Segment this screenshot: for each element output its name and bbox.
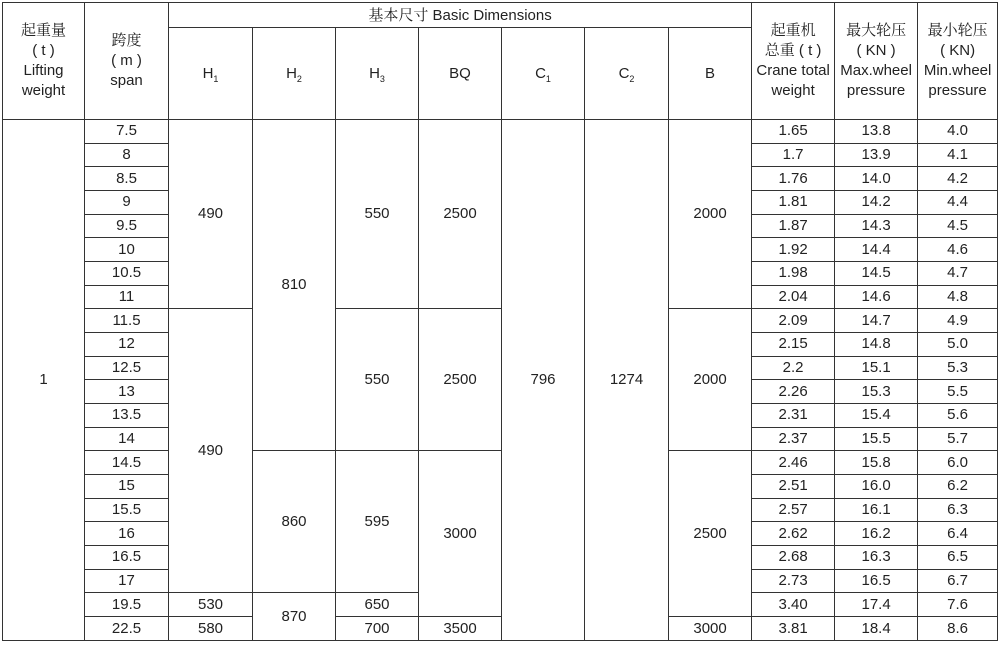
- cell-span: 11: [85, 285, 169, 309]
- cell-h1: 580: [169, 617, 253, 641]
- header-span: 跨度 ( m ) span: [85, 3, 169, 120]
- cell-weight: 2.37: [752, 427, 835, 451]
- cell-max: 15.4: [835, 404, 918, 428]
- header-b: B: [669, 28, 752, 120]
- cell-span: 15.5: [85, 498, 169, 522]
- header-lifting-weight: 起重量 ( t ) Lifting weight: [3, 3, 85, 120]
- cell-span: 13: [85, 380, 169, 404]
- table-row: [3, 120, 998, 144]
- header-h3: $H_3$: [336, 28, 419, 120]
- cell-span: 22.5: [85, 617, 169, 641]
- cell-weight: 1.92: [752, 238, 835, 262]
- header-bq: BQ: [419, 28, 502, 120]
- cell-h3: 700: [336, 617, 419, 641]
- cell-max: 15.5: [835, 427, 918, 451]
- cell-h2: 860: [253, 451, 336, 593]
- table-row: [3, 451, 998, 475]
- cell-max: 15.1: [835, 356, 918, 380]
- cell-weight: 1.87: [752, 214, 835, 238]
- cell-span: 12.5: [85, 356, 169, 380]
- cell-h1: 530: [169, 593, 253, 617]
- cell-weight: 3.81: [752, 617, 835, 641]
- header-c2: $C_2$: [585, 28, 669, 120]
- cell-max: 16.3: [835, 546, 918, 570]
- cell-weight: 2.26: [752, 380, 835, 404]
- cell-weight: 2.15: [752, 333, 835, 357]
- cell-h2: 810: [253, 120, 336, 451]
- cell-max: 13.9: [835, 143, 918, 167]
- cell-lifting-weight: 1: [3, 120, 85, 641]
- cell-bq: 2500: [419, 120, 502, 309]
- cell-min: 5.7: [918, 427, 998, 451]
- cell-min: 8.6: [918, 617, 998, 641]
- cell-c1: 796: [502, 120, 585, 641]
- cell-h2: 870: [253, 593, 336, 641]
- cell-h3: 550: [336, 120, 419, 309]
- table-row: [3, 309, 998, 333]
- cell-max: 13.8: [835, 120, 918, 144]
- cell-b: 3000: [669, 617, 752, 641]
- cell-max: 14.8: [835, 333, 918, 357]
- cell-max: 16.0: [835, 475, 918, 499]
- cell-min: 7.6: [918, 593, 998, 617]
- cell-max: 14.5: [835, 262, 918, 286]
- cell-span: 7.5: [85, 120, 169, 144]
- cell-weight: 3.40: [752, 593, 835, 617]
- cell-weight: 1.81: [752, 191, 835, 215]
- header-h1: $H_1$: [169, 28, 253, 120]
- cell-min: 4.9: [918, 309, 998, 333]
- cell-min: 4.2: [918, 167, 998, 191]
- cell-h3: 650: [336, 593, 419, 617]
- cell-min: 4.4: [918, 191, 998, 215]
- cell-bq: 3000: [419, 451, 502, 617]
- cell-weight: 2.31: [752, 404, 835, 428]
- cell-max: 14.7: [835, 309, 918, 333]
- cell-weight: 2.73: [752, 569, 835, 593]
- cell-min: 4.8: [918, 285, 998, 309]
- cell-weight: 2.2: [752, 356, 835, 380]
- cell-weight: 2.62: [752, 522, 835, 546]
- cell-max: 16.1: [835, 498, 918, 522]
- cell-min: 6.3: [918, 498, 998, 522]
- cell-span: 8.5: [85, 167, 169, 191]
- cell-max: 14.2: [835, 191, 918, 215]
- cell-span: 13.5: [85, 404, 169, 428]
- cell-bq: 3500: [419, 617, 502, 641]
- cell-min: 6.5: [918, 546, 998, 570]
- cell-min: 4.1: [918, 143, 998, 167]
- cell-weight: 2.09: [752, 309, 835, 333]
- cell-b: 2500: [669, 451, 752, 617]
- cell-b: 2000: [669, 309, 752, 451]
- cell-weight: 2.51: [752, 475, 835, 499]
- cell-max: 14.4: [835, 238, 918, 262]
- cell-min: 6.7: [918, 569, 998, 593]
- cell-weight: 1.98: [752, 262, 835, 286]
- header-c1: $C_1$: [502, 28, 585, 120]
- cell-weight: 2.68: [752, 546, 835, 570]
- cell-span: 14: [85, 427, 169, 451]
- cell-span: 12: [85, 333, 169, 357]
- cell-h3: 550: [336, 309, 419, 451]
- cell-weight: 2.46: [752, 451, 835, 475]
- cell-span: 9: [85, 191, 169, 215]
- cell-span: 9.5: [85, 214, 169, 238]
- header-row-1: [3, 3, 998, 28]
- header-crane-weight: 起重机 总重 ( t ) Crane total weight: [752, 3, 835, 120]
- cell-min: 4.5: [918, 214, 998, 238]
- header-min-wheel: 最小轮压 ( KN) Min.wheel pressure: [918, 3, 998, 120]
- cell-h1: 490: [169, 120, 253, 309]
- header-max-wheel: 最大轮压 ( KN ) Max.wheel pressure: [835, 3, 918, 120]
- cell-max: 14.3: [835, 214, 918, 238]
- cell-weight: 1.7: [752, 143, 835, 167]
- cell-span: 10.5: [85, 262, 169, 286]
- cell-span: 15: [85, 475, 169, 499]
- cell-min: 5.5: [918, 380, 998, 404]
- cell-max: 16.2: [835, 522, 918, 546]
- cell-span: 16.5: [85, 546, 169, 570]
- cell-min: 6.4: [918, 522, 998, 546]
- cell-span: 19.5: [85, 593, 169, 617]
- cell-span: 11.5: [85, 309, 169, 333]
- cell-span: 10: [85, 238, 169, 262]
- cell-max: 15.3: [835, 380, 918, 404]
- cell-weight: 1.76: [752, 167, 835, 191]
- cell-max: 14.0: [835, 167, 918, 191]
- cell-span: 8: [85, 143, 169, 167]
- cell-min: 4.0: [918, 120, 998, 144]
- cell-min: 5.0: [918, 333, 998, 357]
- crane-spec-table: [2, 2, 998, 641]
- cell-weight: 2.04: [752, 285, 835, 309]
- cell-max: 17.4: [835, 593, 918, 617]
- cell-min: 5.6: [918, 404, 998, 428]
- table-row: [3, 617, 998, 641]
- cell-h3: 595: [336, 451, 419, 593]
- cell-max: 18.4: [835, 617, 918, 641]
- cell-c2: 1274: [585, 120, 669, 641]
- cell-h1: 490: [169, 309, 253, 593]
- cell-b: 2000: [669, 120, 752, 309]
- cell-min: 5.3: [918, 356, 998, 380]
- cell-span: 17: [85, 569, 169, 593]
- cell-min: 6.2: [918, 475, 998, 499]
- cell-span: 16: [85, 522, 169, 546]
- cell-weight: 1.65: [752, 120, 835, 144]
- cell-bq: 2500: [419, 309, 502, 451]
- cell-span: 14.5: [85, 451, 169, 475]
- cell-max: 16.5: [835, 569, 918, 593]
- cell-min: 6.0: [918, 451, 998, 475]
- cell-weight: 2.57: [752, 498, 835, 522]
- cell-min: 4.7: [918, 262, 998, 286]
- cell-max: 14.6: [835, 285, 918, 309]
- cell-min: 4.6: [918, 238, 998, 262]
- header-basic-dimensions: 基本尺寸 Basic Dimensions: [169, 3, 752, 28]
- cell-max: 15.8: [835, 451, 918, 475]
- header-h2: $H_2$: [253, 28, 336, 120]
